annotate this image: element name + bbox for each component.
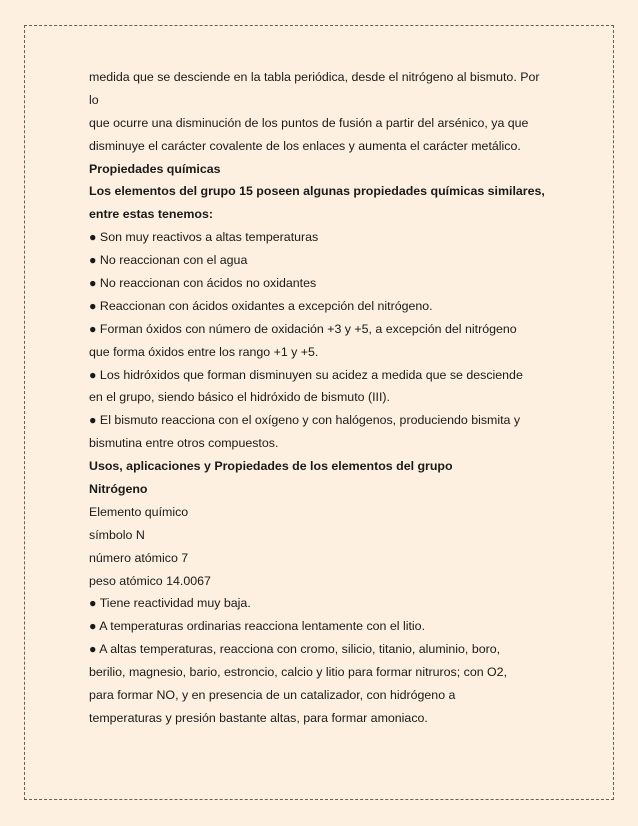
text-line: ● Forman óxidos con número de oxidación +3 y +5, a excepción del nitrógeno <box>89 321 517 336</box>
text-line: ● No reaccionan con ácidos no oxidantes <box>89 276 317 291</box>
text-line: temperaturas y presión bastante altas, para formar amoniaco. <box>89 710 428 725</box>
text-line: lo <box>89 92 99 107</box>
text-line: que ocurre una disminución de los puntos de fusión a partir del arsénico, ya que <box>89 115 529 130</box>
text-line: disminuye el carácter covalente de los enlaces y aumenta el carácter metálico. <box>89 138 521 153</box>
text-line: que forma óxidos entre los rango +1 y +5. <box>89 344 319 359</box>
text-line: ● Los hidróxidos que forman disminuyen su acidez a medida que se desciende <box>89 367 523 382</box>
heading-line: Propiedades químicas <box>89 161 221 176</box>
text-line: símbolo N <box>89 527 145 542</box>
text-line: ● Tiene reactividad muy baja. <box>89 596 251 611</box>
text-line: número atómico 7 <box>89 550 189 565</box>
text-line: ● No reaccionan con el agua <box>89 253 248 268</box>
text-line: ● A altas temperaturas, reacciona con cromo, silicio, titanio, aluminio, boro, <box>89 642 501 657</box>
text-line: para formar NO, y en presencia de un catalizador, con hidrógeno a <box>89 688 456 703</box>
heading-line: Nitrógeno <box>89 482 148 497</box>
text-line: ● Reaccionan con ácidos oxidantes a excepción del nitrógeno. <box>89 298 433 313</box>
heading-line: entre estas tenemos: <box>89 207 213 222</box>
text-line: peso atómico 14.0067 <box>89 573 211 588</box>
heading-line: Los elementos del grupo 15 poseen algunas propiedades químicas similares, <box>89 184 545 199</box>
text-line: ● A temperaturas ordinarias reacciona lentamente con el litio. <box>89 619 426 634</box>
text-line: ● El bismuto reacciona con el oxígeno y con halógenos, produciendo bismita y <box>89 413 521 428</box>
document-body <box>89 66 559 730</box>
text-line: ● Son muy reactivos a altas temperaturas <box>89 230 319 245</box>
text-line: medida que se desciende en la tabla periódica, desde el nitrógeno al bismuto. Por <box>89 70 540 84</box>
heading-line: Usos, aplicaciones y Propiedades de los elementos del grupo <box>89 459 453 474</box>
text-line: bismutina entre otros compuestos. <box>89 436 279 451</box>
text-line: Elemento químico <box>89 504 189 519</box>
text-line: berilio, magnesio, bario, estroncio, calcio y litio para formar nitruros; con O2, <box>89 665 508 680</box>
text-line: en el grupo, siendo básico el hidróxido de bismuto (III). <box>89 390 390 405</box>
